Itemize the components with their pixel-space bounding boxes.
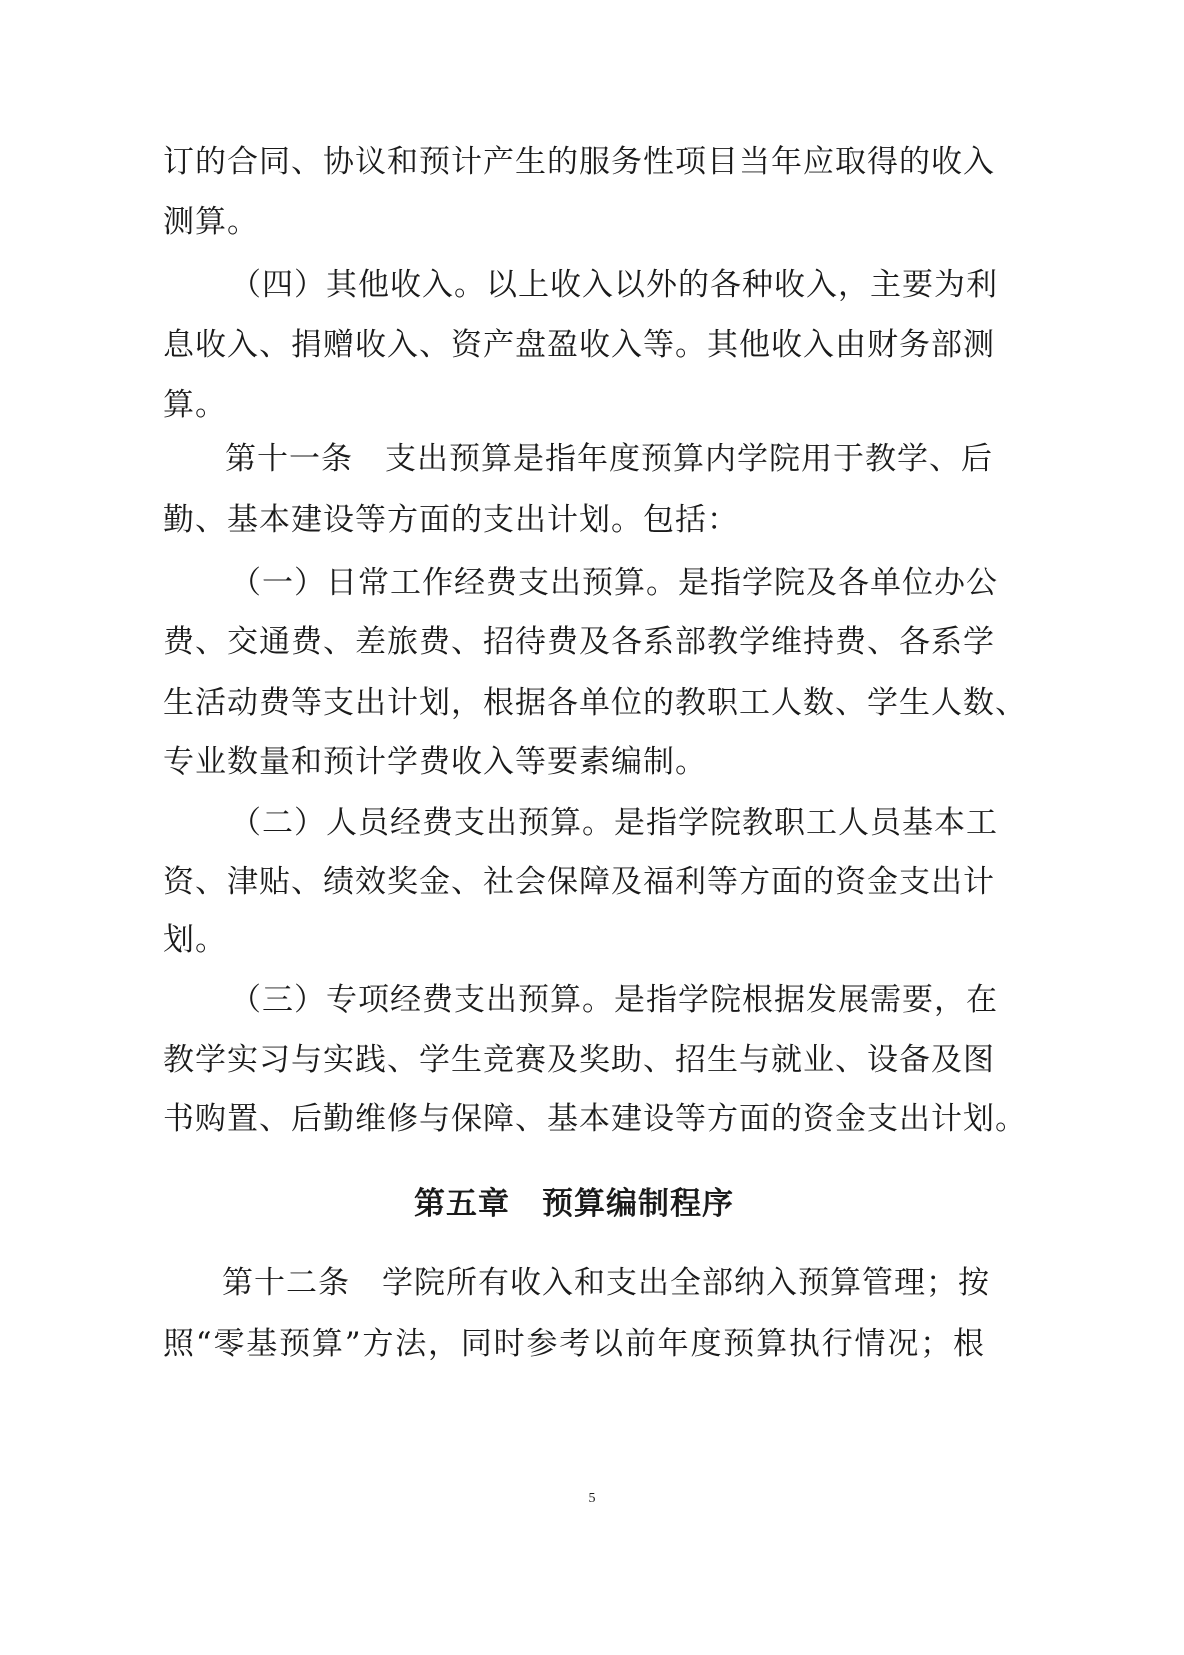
body-line: 教学实习与实践、学生竞赛及奖助、招生与就业、设备及图 (163, 1042, 995, 1078)
body-line: 费、交通费、差旅费、招待费及各系部教学维持费、各系学 (163, 624, 995, 660)
paragraph-item-2-line: （二）人员经费支出预算。是指学院教职工人员基本工 (230, 805, 998, 841)
body-line: 息收入、捐赠收入、资产盘盈收入等。其他收入由财务部测 (163, 327, 995, 363)
body-line: 专业数量和预计学费收入等要素编制。 (163, 744, 707, 780)
body-line: 算。 (163, 387, 227, 423)
body-line: 书购置、后勤维修与保障、基本建设等方面的资金支出计划。 (163, 1101, 1027, 1137)
article-12-line: 第十二条 学院所有收入和支出全部纳入预算管理；按 (222, 1265, 990, 1301)
body-line: 勤、基本建设等方面的支出计划。包括： (163, 502, 739, 538)
body-line: 划。 (163, 922, 227, 958)
page-number: 5 (588, 1491, 596, 1506)
body-line: 订的合同、协议和预计产生的服务性项目当年应取得的收入 (163, 144, 995, 180)
body-line: 资、津贴、绩效奖金、社会保障及福利等方面的资金支出计 (163, 864, 995, 900)
body-line: 照“零基预算”方法，同时参考以前年度预算执行情况；根 (163, 1326, 985, 1362)
article-11-line: 第十一条 支出预算是指年度预算内学院用于教学、后 (225, 441, 993, 477)
chapter-heading: 第五章 预算编制程序 (414, 1186, 734, 1222)
paragraph-item-1-line: （一）日常工作经费支出预算。是指学院及各单位办公 (230, 565, 998, 601)
body-line: 测算。 (163, 204, 259, 240)
paragraph-item-3-line: （三）专项经费支出预算。是指学院根据发展需要，在 (230, 982, 998, 1018)
body-line: 生活动费等支出计划，根据各单位的教职工人数、学生人数、 (163, 685, 1027, 721)
paragraph-item-4-line: （四）其他收入。以上收入以外的各种收入，主要为利 (230, 267, 998, 303)
